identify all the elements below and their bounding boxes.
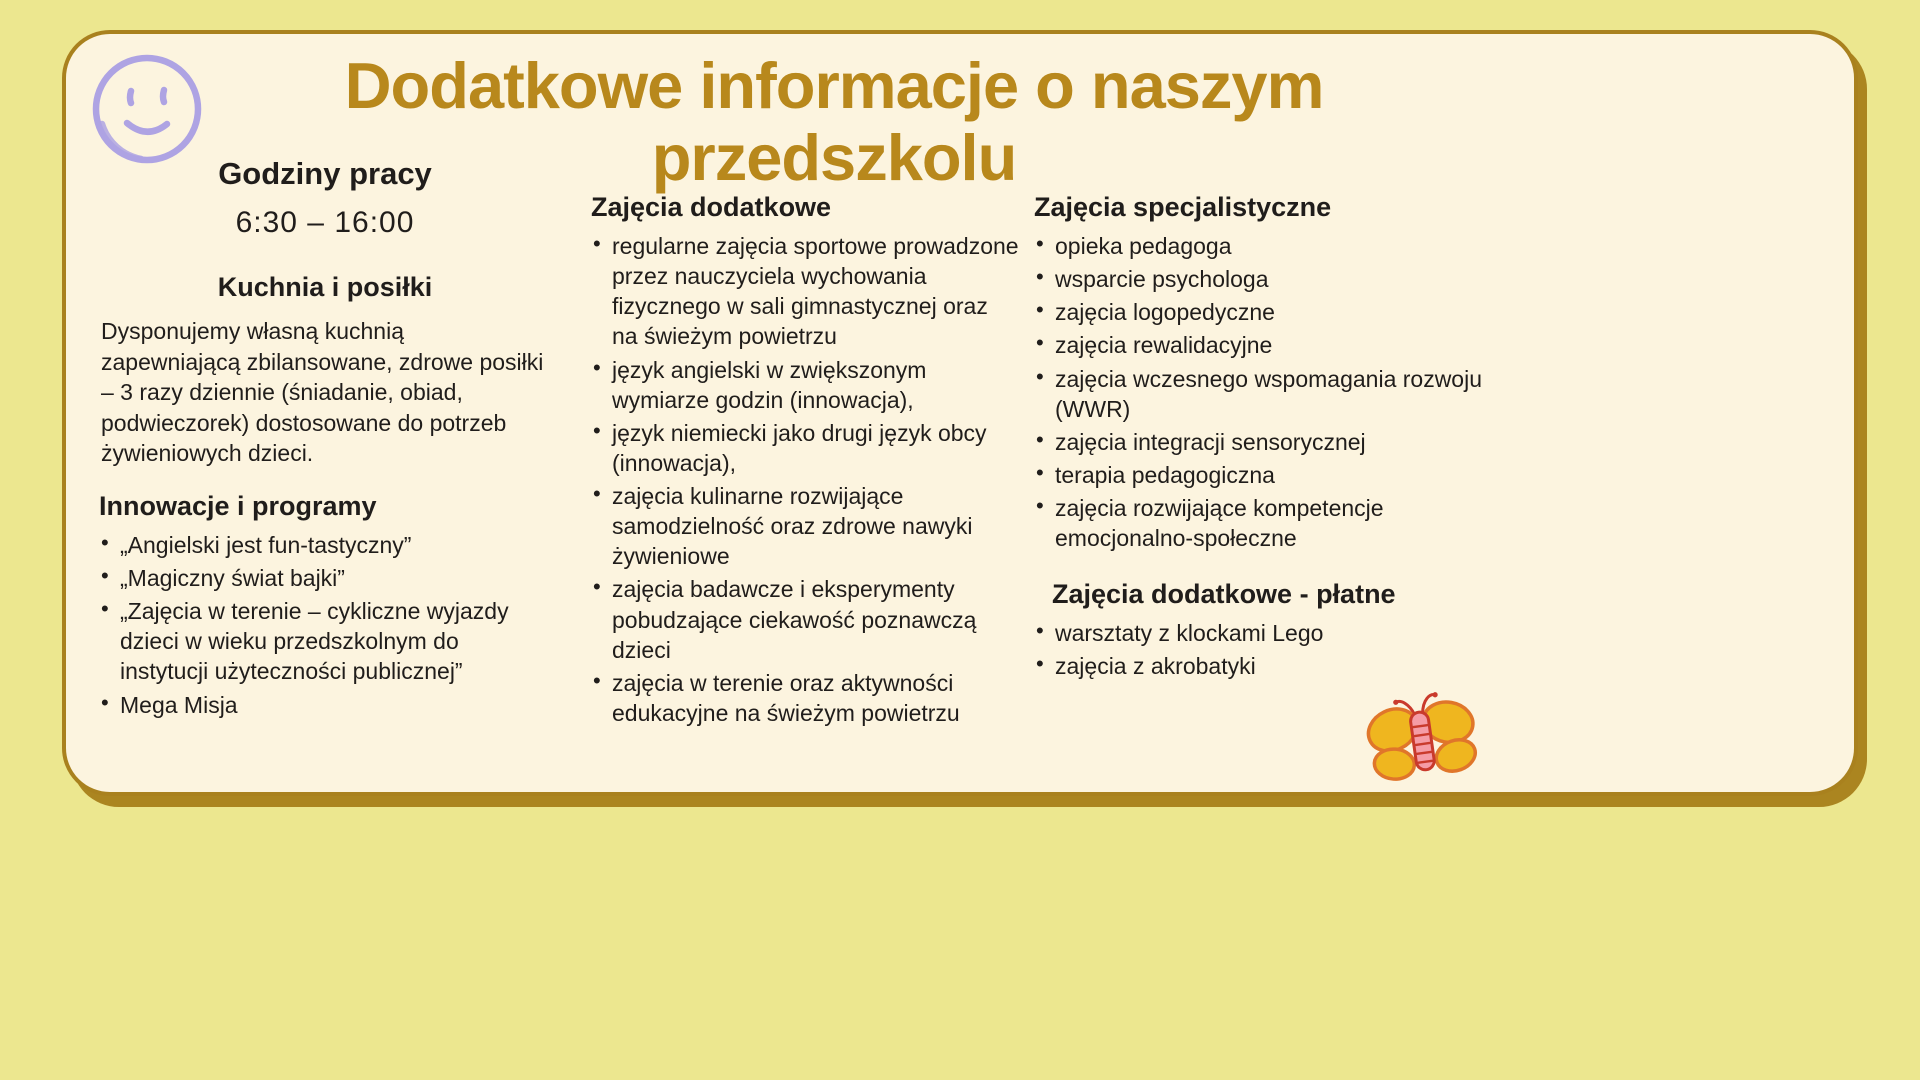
kitchen-body: Dysponujemy własną kuchnią zapewniającą zbilansowane, zdrowe posiłki – 3 razy dziennie (śniadanie, obiad, podwieczorek) dostosowane do potrzeb żywieniowych dzieci. (101, 318, 544, 467)
list-item: • „Angielski jest fun-tastyczny” (99, 530, 551, 560)
list-item: • warsztaty z klockami Lego (1034, 618, 1484, 648)
butterfly-icon (1358, 686, 1486, 790)
middle-column (591, 192, 1019, 731)
info-card (62, 30, 1858, 796)
kitchen-heading: Kuchnia i posiłki (217, 272, 433, 302)
page-title: Dodatkowe informacje o naszym przedszkolu (344, 49, 1324, 194)
innovations-list (99, 530, 551, 720)
list-item: • zajęcia rewalidacyjne (1034, 330, 1484, 360)
list-item: • zajęcia w terenie oraz aktywności edukacyjne na świeżym powietrzu (591, 668, 1019, 728)
extra-activities-list (591, 231, 1019, 728)
paid-activities-heading: Zajęcia dodatkowe - płatne (1052, 579, 1396, 610)
list-item: • wsparcie psychologa (1034, 264, 1484, 294)
list-item: • język angielski w zwiększonym wymiarze godzin (innowacja), (591, 355, 1019, 415)
list-item: • opieka pedagoga (1034, 231, 1484, 261)
paid-activities-list (1034, 618, 1484, 681)
hours-heading: Godziny pracy (218, 156, 432, 191)
left-column (99, 156, 551, 723)
list-item: • zajęcia rozwijające kompetencje emocjonalno-społeczne (1034, 493, 1484, 553)
list-item: • zajęcia integracji sensorycznej (1034, 427, 1484, 457)
list-item: • język niemiecki jako drugi język obcy (innowacja), (591, 418, 1019, 478)
innovations-section (99, 491, 551, 720)
list-item: • zajęcia logopedyczne (1034, 297, 1484, 327)
list-item: • „Zajęcia w terenie – cykliczne wyjazdy dzieci w wieku przedszkolnym do instytucji użyteczności publicznej” (99, 596, 551, 686)
extra-activities-heading: Zajęcia dodatkowe (591, 192, 832, 222)
list-item: • zajęcia z akrobatyki (1034, 651, 1484, 681)
innovations-heading: Innowacje i programy (99, 490, 377, 521)
right-column (1034, 192, 1484, 685)
hours-value: 6:30 – 16:00 (235, 206, 415, 239)
list-item: • terapia pedagogiczna (1034, 460, 1484, 490)
smiley-icon (86, 46, 208, 170)
hours-section (99, 156, 551, 240)
list-item: • regularne zajęcia sportowe prowadzone przez nauczyciela wychowania fizycznego w sali gimnastycznej oraz na świeżym powietrzu (591, 231, 1019, 352)
specialist-heading: Zajęcia specjalistyczne (1034, 192, 1332, 222)
list-item: • zajęcia kulinarne rozwijające samodzielność oraz zdrowe nawyki żywieniowe (591, 481, 1019, 571)
list-item: • zajęcia wczesnego wspomagania rozwoju (WWR) (1034, 364, 1484, 424)
list-item: • zajęcia badawcze i eksperymenty pobudzające ciekawość poznawczą dzieci (591, 574, 1019, 664)
list-item: • „Magiczny świat bajki” (99, 563, 551, 593)
kitchen-section (99, 272, 551, 469)
specialist-list (1034, 231, 1484, 553)
list-item: • Mega Misja (99, 690, 551, 720)
